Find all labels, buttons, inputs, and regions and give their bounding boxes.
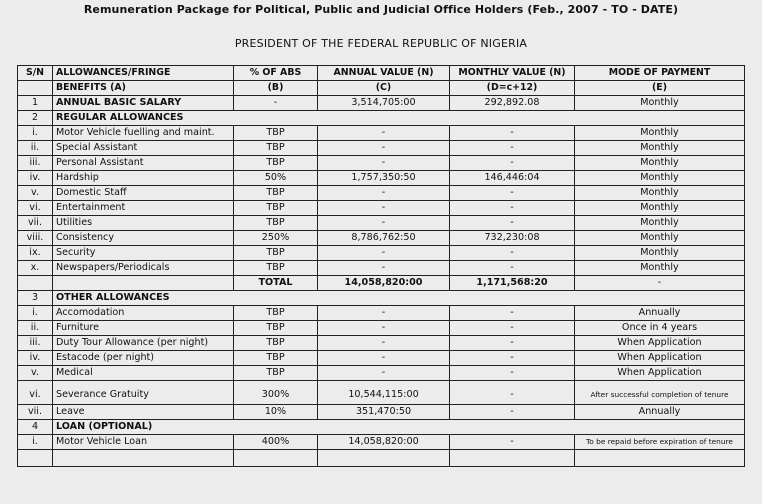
section-header-other [18,291,745,306]
blank-cell [450,450,575,467]
row-monthly: - [450,381,575,405]
total-row [18,276,745,291]
table-row [18,141,745,156]
row-sn: viii. [18,231,53,246]
row-sn: i. [18,306,53,321]
row-item: Entertainment [53,201,234,216]
header-annual-cont: (C) [318,81,450,96]
table-row [18,336,745,351]
total-monthly: 1,171,568:20 [450,276,575,291]
row-item: Domestic Staff [53,186,234,201]
table-row [18,156,745,171]
row-pct: TBP [234,321,318,336]
row-pct: TBP [234,336,318,351]
blank-row [18,450,745,467]
row-monthly: - [450,216,575,231]
row-annual: - [318,306,450,321]
header-allowances: ALLOWANCES/FRINGE [53,66,234,81]
remuneration-table [17,65,745,467]
row-monthly: - [450,366,575,381]
row-mode: Monthly [575,171,745,186]
row-pct: TBP [234,246,318,261]
row-monthly: 732,230:08 [450,231,575,246]
row-item: Duty Tour Allowance (per night) [53,336,234,351]
table-row [18,435,745,450]
row-item: Newspapers/Periodicals [53,261,234,276]
section-sn: 4 [18,420,53,435]
row-item: Estacode (per night) [53,351,234,366]
document-title: Remuneration Package for Political, Public and Judicial Office Holders (Feb., 2007 - TO - DATE) [83,3,679,16]
row-mode: When Application [575,366,745,381]
table-row [18,306,745,321]
table-row [18,381,745,405]
table-row [18,246,745,261]
row-sn: i. [18,435,53,450]
row-mode: Once in 4 years [575,321,745,336]
row-item: Motor Vehicle fuelling and maint. [53,126,234,141]
header-pct-cont: (B) [234,81,318,96]
header-mode-cont: (E) [575,81,745,96]
header-sn-cont [18,81,53,96]
row-sn: x. [18,261,53,276]
header-monthly-cont: (D=c+12) [450,81,575,96]
table-row [18,366,745,381]
row-annual: - [318,216,450,231]
row-sn: vii. [18,216,53,231]
row-sn: v. [18,366,53,381]
row-monthly: - [450,201,575,216]
row-monthly: - [450,336,575,351]
row-annual: - [318,201,450,216]
header-allowances-cont: BENEFITS (A) [53,81,234,96]
row-sn: ii. [18,321,53,336]
row-mode: Annually [575,405,745,420]
table-row [18,261,745,276]
row-sn: iv. [18,171,53,186]
row-monthly: - [450,351,575,366]
row-item: Motor Vehicle Loan [53,435,234,450]
row-monthly: - [450,186,575,201]
row-monthly: - [450,156,575,171]
row-item: Consistency [53,231,234,246]
row-monthly: 146,446:04 [450,171,575,186]
row-pct: TBP [234,141,318,156]
row-sn: vii. [18,405,53,420]
table-body [18,66,745,467]
header-row-1 [18,66,745,81]
blank-cell [53,450,234,467]
row-monthly: - [450,306,575,321]
total-annual: 14,058,820:00 [318,276,450,291]
section-title: OTHER ALLOWANCES [53,291,745,306]
row-annual: - [318,246,450,261]
row-sn: vi. [18,201,53,216]
row-mode: Monthly [575,216,745,231]
table-row [18,231,745,246]
header-row-2 [18,81,745,96]
row-item: Leave [53,405,234,420]
row-monthly: 292,892.08 [450,96,575,111]
row-annual: 3,514,705:00 [318,96,450,111]
row-annual: - [318,366,450,381]
row-item: Medical [53,366,234,381]
row-sn: ix. [18,246,53,261]
table-row [18,126,745,141]
table-row [18,321,745,336]
row-monthly: - [450,141,575,156]
row-mode: Monthly [575,156,745,171]
row-monthly: - [450,321,575,336]
row-annual: - [318,126,450,141]
row-monthly: - [450,246,575,261]
row-sn: iii. [18,336,53,351]
row-mode: Monthly [575,126,745,141]
total-item [53,276,234,291]
row-pct: TBP [234,156,318,171]
row-annual: 14,058,820:00 [318,435,450,450]
row-pct: 300% [234,381,318,405]
row-mode: When Application [575,336,745,351]
row-pct: TBP [234,261,318,276]
row-annual: - [318,141,450,156]
table-row [18,201,745,216]
row-annual: - [318,336,450,351]
row-pct: 10% [234,405,318,420]
section-sn: 3 [18,291,53,306]
row-sn: ii. [18,141,53,156]
total-sn [18,276,53,291]
row-annual: 8,786,762:50 [318,231,450,246]
row-pct: 400% [234,435,318,450]
blank-cell [18,450,53,467]
row-item: Personal Assistant [53,156,234,171]
total-mode: - [575,276,745,291]
row-sn: 1 [18,96,53,111]
blank-cell [318,450,450,467]
blank-cell [234,450,318,467]
row-sn: v. [18,186,53,201]
row-item: Severance Gratuity [53,381,234,405]
row-pct: 50% [234,171,318,186]
row-mode: Annually [575,306,745,321]
row-pct: TBP [234,126,318,141]
header-annual: ANNUAL VALUE (N) [318,66,450,81]
row-sn: i. [18,126,53,141]
row-pct: TBP [234,306,318,321]
row-monthly: - [450,261,575,276]
row-item: Accomodation [53,306,234,321]
row-item: ANNUAL BASIC SALARY [53,96,234,111]
row-monthly: - [450,126,575,141]
table-row [18,186,745,201]
row-mode: Monthly [575,141,745,156]
row-annual: 10,544,115:00 [318,381,450,405]
row-annual: - [318,261,450,276]
row-sn: iii. [18,156,53,171]
section-sn: 2 [18,111,53,126]
header-mode: MODE OF PAYMENT [575,66,745,81]
row-mode: Monthly [575,186,745,201]
section-header-regular [18,111,745,126]
row-mode: Monthly [575,246,745,261]
row-mode: Monthly [575,201,745,216]
row-annual: - [318,351,450,366]
row-mode: After successful completion of tenure [575,381,745,405]
row-monthly: - [450,435,575,450]
row-annual: - [318,156,450,171]
row-mode: Monthly [575,231,745,246]
row-pct: TBP [234,351,318,366]
row-item: Special Assistant [53,141,234,156]
row-mode: When Application [575,351,745,366]
basic-salary-row [18,96,745,111]
row-item: Utilities [53,216,234,231]
row-item: Furniture [53,321,234,336]
row-mode: Monthly [575,96,745,111]
header-monthly: MONTHLY VALUE (N) [450,66,575,81]
row-pct: TBP [234,186,318,201]
row-sn: vi. [18,381,53,405]
row-monthly: - [450,405,575,420]
row-item: Hardship [53,171,234,186]
table-row [18,351,745,366]
row-item: Security [53,246,234,261]
header-sn: S/N [18,66,53,81]
section-header-loan [18,420,745,435]
section-title: LOAN (OPTIONAL) [53,420,745,435]
header-pct: % OF ABS [234,66,318,81]
document-subtitle: PRESIDENT OF THE FEDERAL REPUBLIC OF NIGERIA [234,37,528,50]
row-annual: - [318,321,450,336]
row-sn: iv. [18,351,53,366]
blank-cell [575,450,745,467]
row-pct: TBP [234,216,318,231]
table-row [18,216,745,231]
row-mode: To be repaid before expiration of tenure [575,435,745,450]
row-mode: Monthly [575,261,745,276]
row-annual: - [318,186,450,201]
row-pct: 250% [234,231,318,246]
row-pct: - [234,96,318,111]
row-pct: TBP [234,366,318,381]
row-annual: 1,757,350:50 [318,171,450,186]
table-row [18,171,745,186]
row-annual: 351,470:50 [318,405,450,420]
row-pct: TBP [234,201,318,216]
section-title: REGULAR ALLOWANCES [53,111,745,126]
table-row [18,405,745,420]
total-label: TOTAL [234,276,318,291]
